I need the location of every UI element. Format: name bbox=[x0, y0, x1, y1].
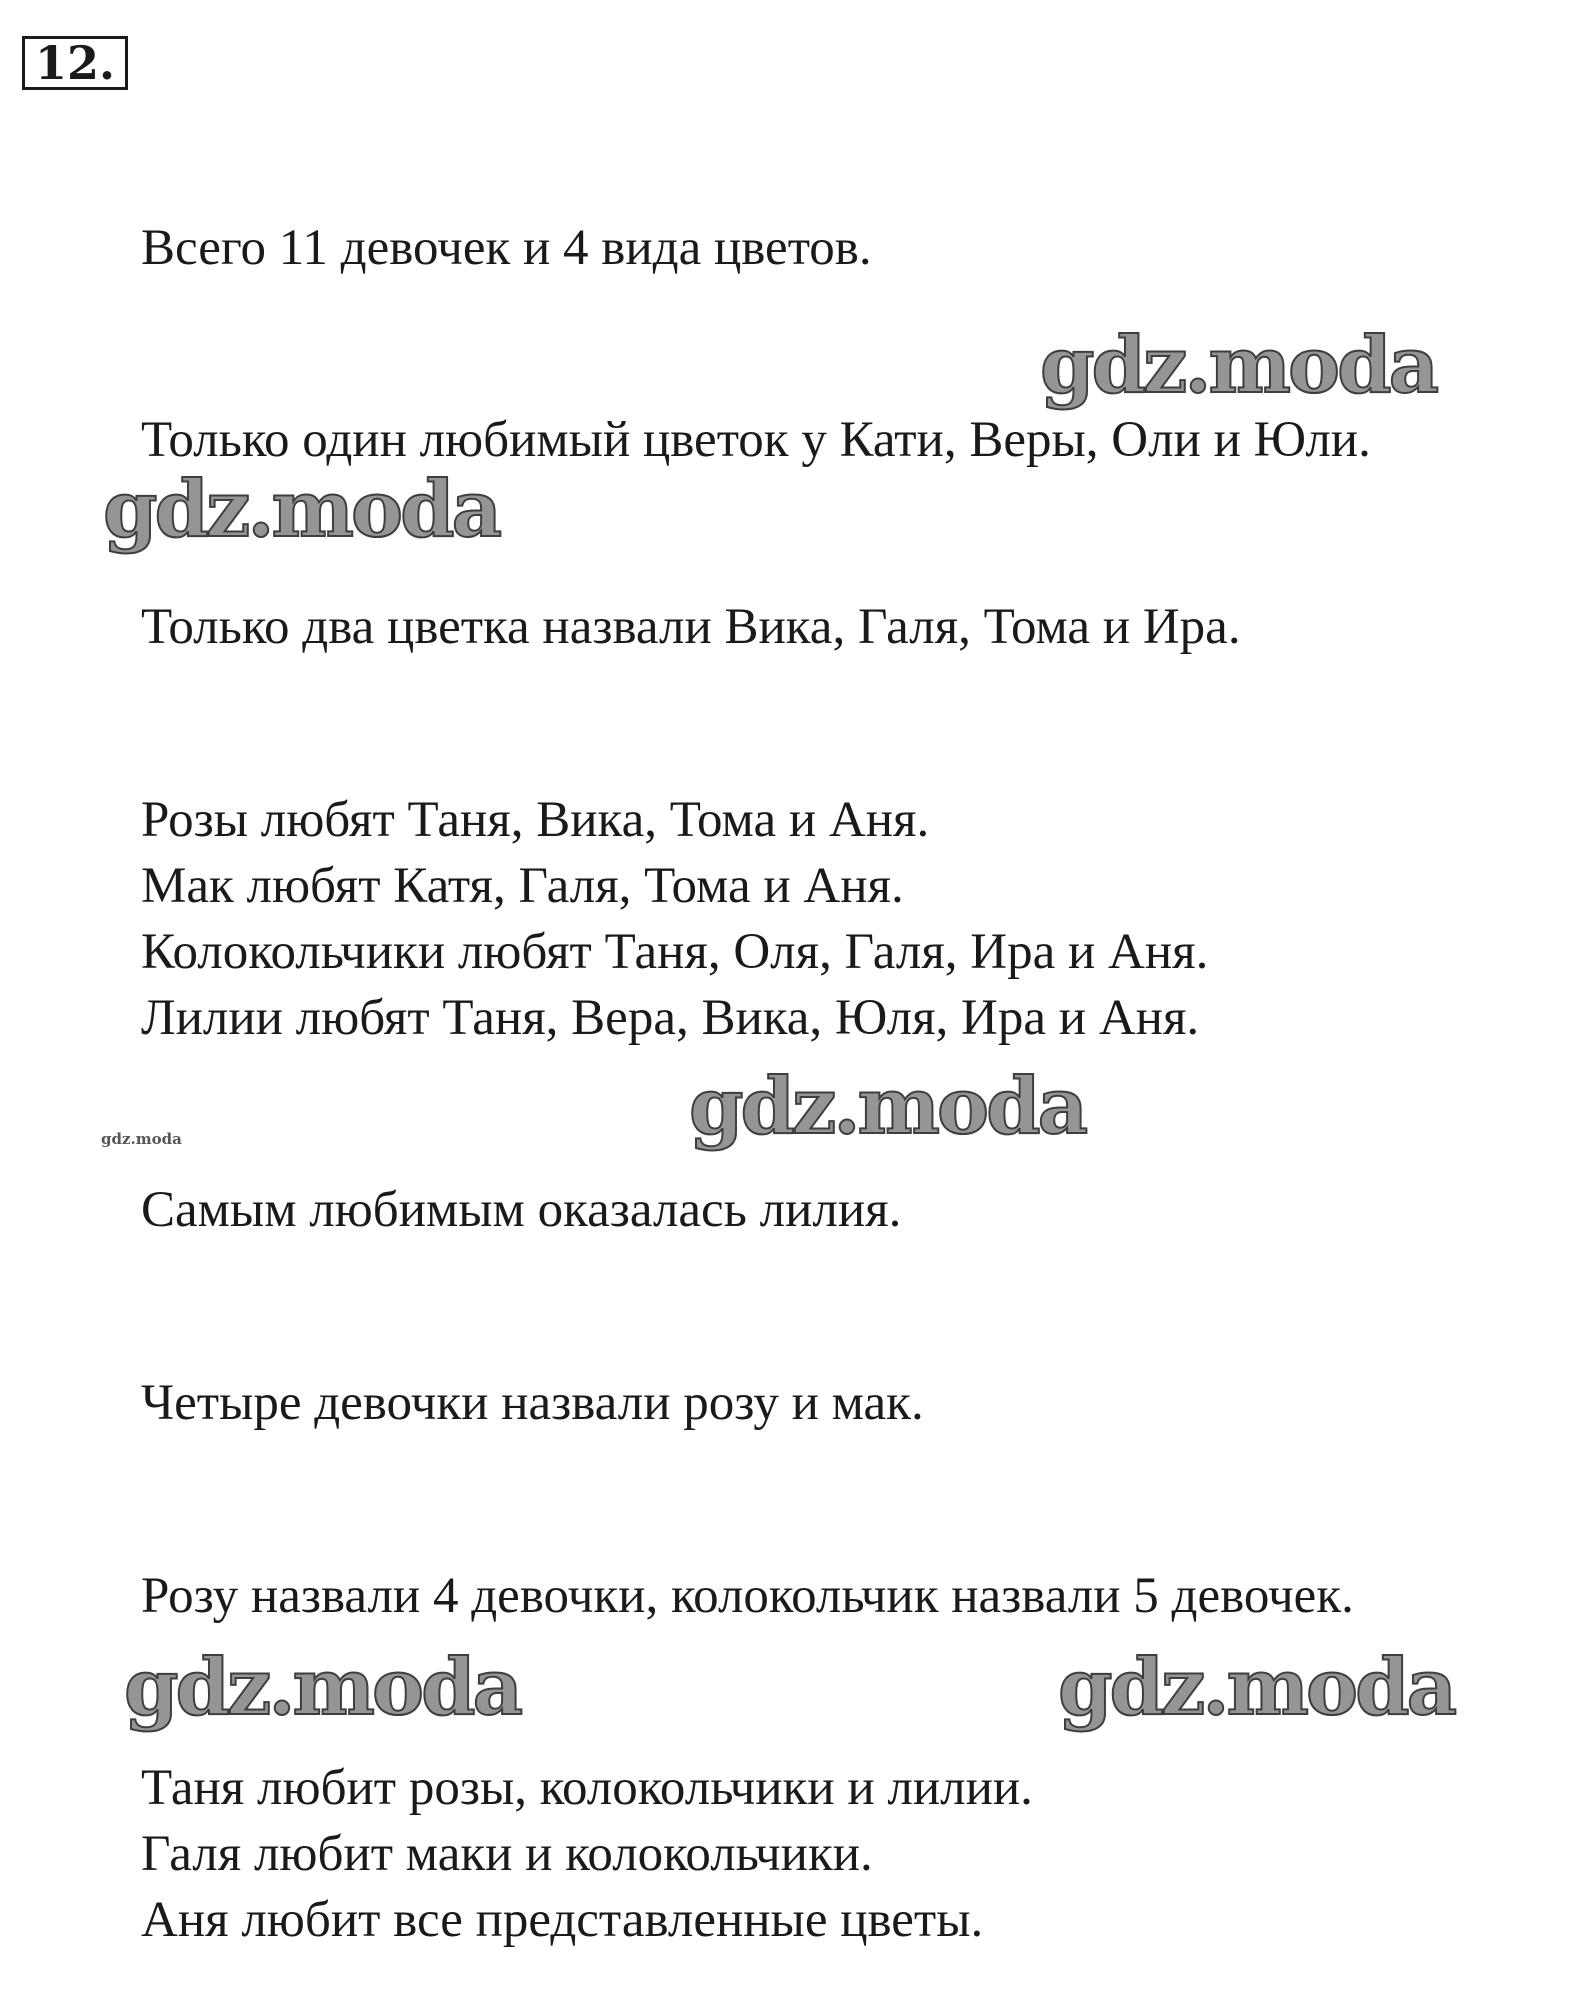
text-line-total: Всего 11 девочек и 4 вида цветов. bbox=[141, 220, 872, 276]
watermark-logo: gdz.moda bbox=[1040, 320, 1437, 411]
task-number-box: 12. bbox=[22, 36, 128, 90]
list-item-tanya: Таня любит розы, колокольчики и лилии. bbox=[141, 1760, 1033, 1816]
text-line-rose-poppy: Четыре девочки назвали розу и мак. bbox=[141, 1375, 924, 1431]
watermark-logo: gdz.moda bbox=[689, 1061, 1086, 1152]
list-item-anya: Аня любит все представленные цветы. bbox=[141, 1892, 984, 1948]
watermark-small: gdz.moda bbox=[101, 1130, 182, 1148]
list-item-poppy: Мак любят Катя, Галя, Тома и Аня. bbox=[141, 858, 904, 914]
watermark-logo: gdz.moda bbox=[124, 1642, 521, 1733]
watermark-logo: gdz.moda bbox=[1058, 1642, 1455, 1733]
text-line-two-flowers: Только два цветка назвали Вика, Галя, Тома и Ира. bbox=[141, 599, 1241, 655]
list-item-galya: Галя любит маки и колокольчики. bbox=[141, 1826, 873, 1882]
text-line-favorite: Самым любимым оказалась лилия. bbox=[141, 1182, 902, 1238]
text-line-one-flower: Только один любимый цветок у Кати, Веры, Оли и Юли. bbox=[141, 412, 1371, 468]
watermark-logo: gdz.moda bbox=[103, 464, 500, 555]
text-line-counts: Розу назвали 4 девочки, колокольчик назвали 5 девочек. bbox=[141, 1568, 1354, 1624]
list-item-lilies: Лилии любят Таня, Вера, Вика, Юля, Ира и Аня. bbox=[141, 990, 1200, 1046]
list-item-roses: Розы любят Таня, Вика, Тома и Аня. bbox=[141, 792, 930, 848]
list-item-bells: Колокольчики любят Таня, Оля, Галя, Ира и Аня. bbox=[141, 924, 1209, 980]
